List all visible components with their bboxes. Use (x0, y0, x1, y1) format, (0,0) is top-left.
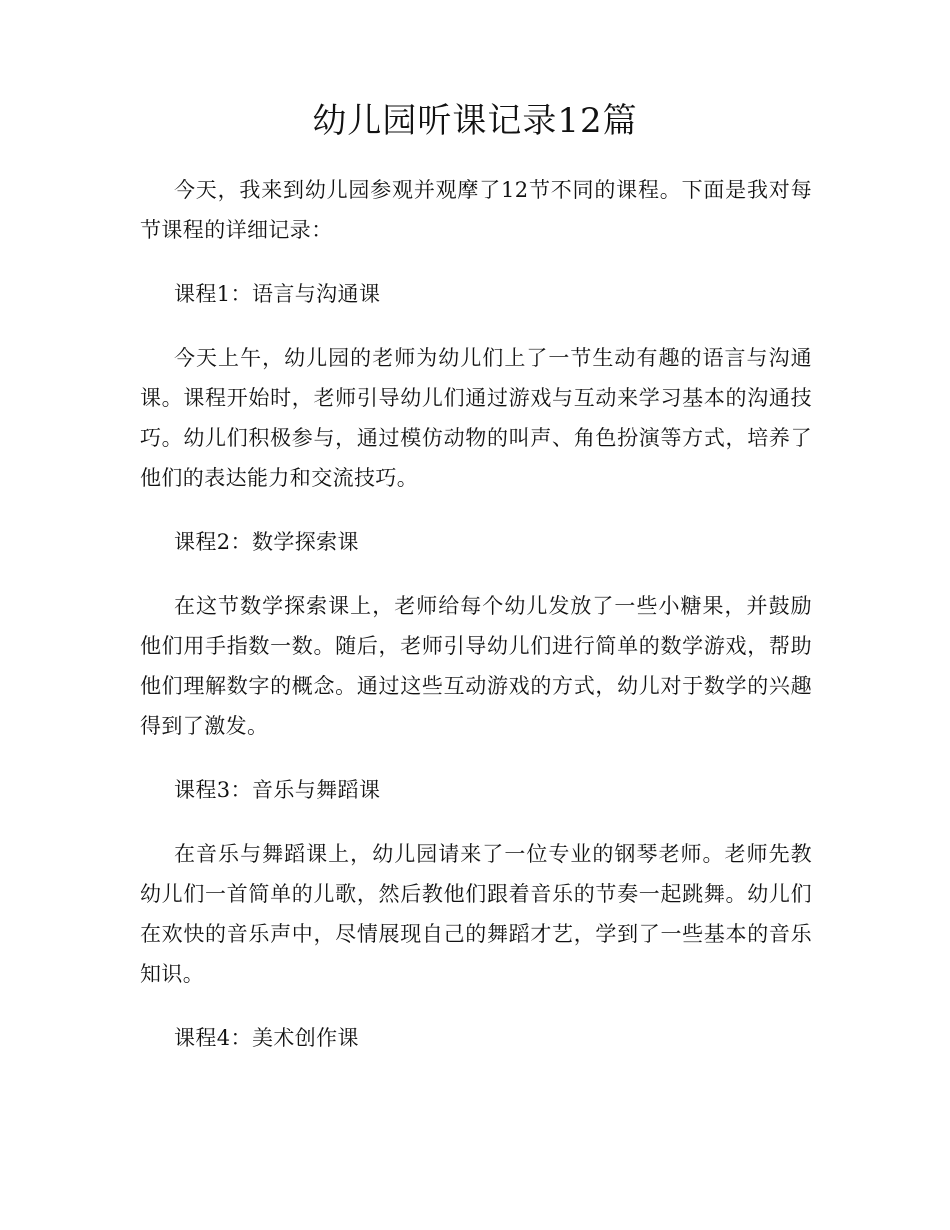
section-heading-3: 课程3：音乐与舞蹈课 (174, 778, 381, 802)
section-heading-2: 课程2：数学探索课 (174, 530, 359, 554)
document-title: 幼儿园听课记录12篇 (312, 101, 638, 141)
section-body-2: 在这节数学探索课上，老师给每个幼儿发放了一些小糖果，并鼓励他们用手指数一数。随后，老师引导幼儿们进行简单的数学游戏，帮助他们理解数字的概念。通过这些互动游戏的方式，幼儿对于数学的兴趣得到了激发。 (140, 594, 812, 738)
section-heading-4: 课程4：美术创作课 (174, 1026, 359, 1050)
document-body (140, 170, 812, 1082)
section-body-1: 今天上午，幼儿园的老师为幼儿们上了一节生动有趣的语言与沟通课。课程开始时，老师引导幼儿们通过游戏与互动来学习基本的沟通技巧。幼儿们积极参与，通过模仿动物的叫声、角色扮演等方式，培养了他们的表达能力和交流技巧。 (140, 346, 812, 490)
intro-paragraph: 今天，我来到幼儿园参观并观摩了12节不同的课程。下面是我对每节课程的详细记录： (140, 178, 812, 242)
section-heading-1: 课程1：语言与沟通课 (174, 282, 381, 306)
section-body-3: 在音乐与舞蹈课上，幼儿园请来了一位专业的钢琴老师。老师先教幼儿们一首简单的儿歌，然后教他们跟着音乐的节奏一起跳舞。幼儿们在欢快的音乐声中，尽情展现自己的舞蹈才艺，学到了一些基本的音乐知识。 (140, 842, 812, 986)
